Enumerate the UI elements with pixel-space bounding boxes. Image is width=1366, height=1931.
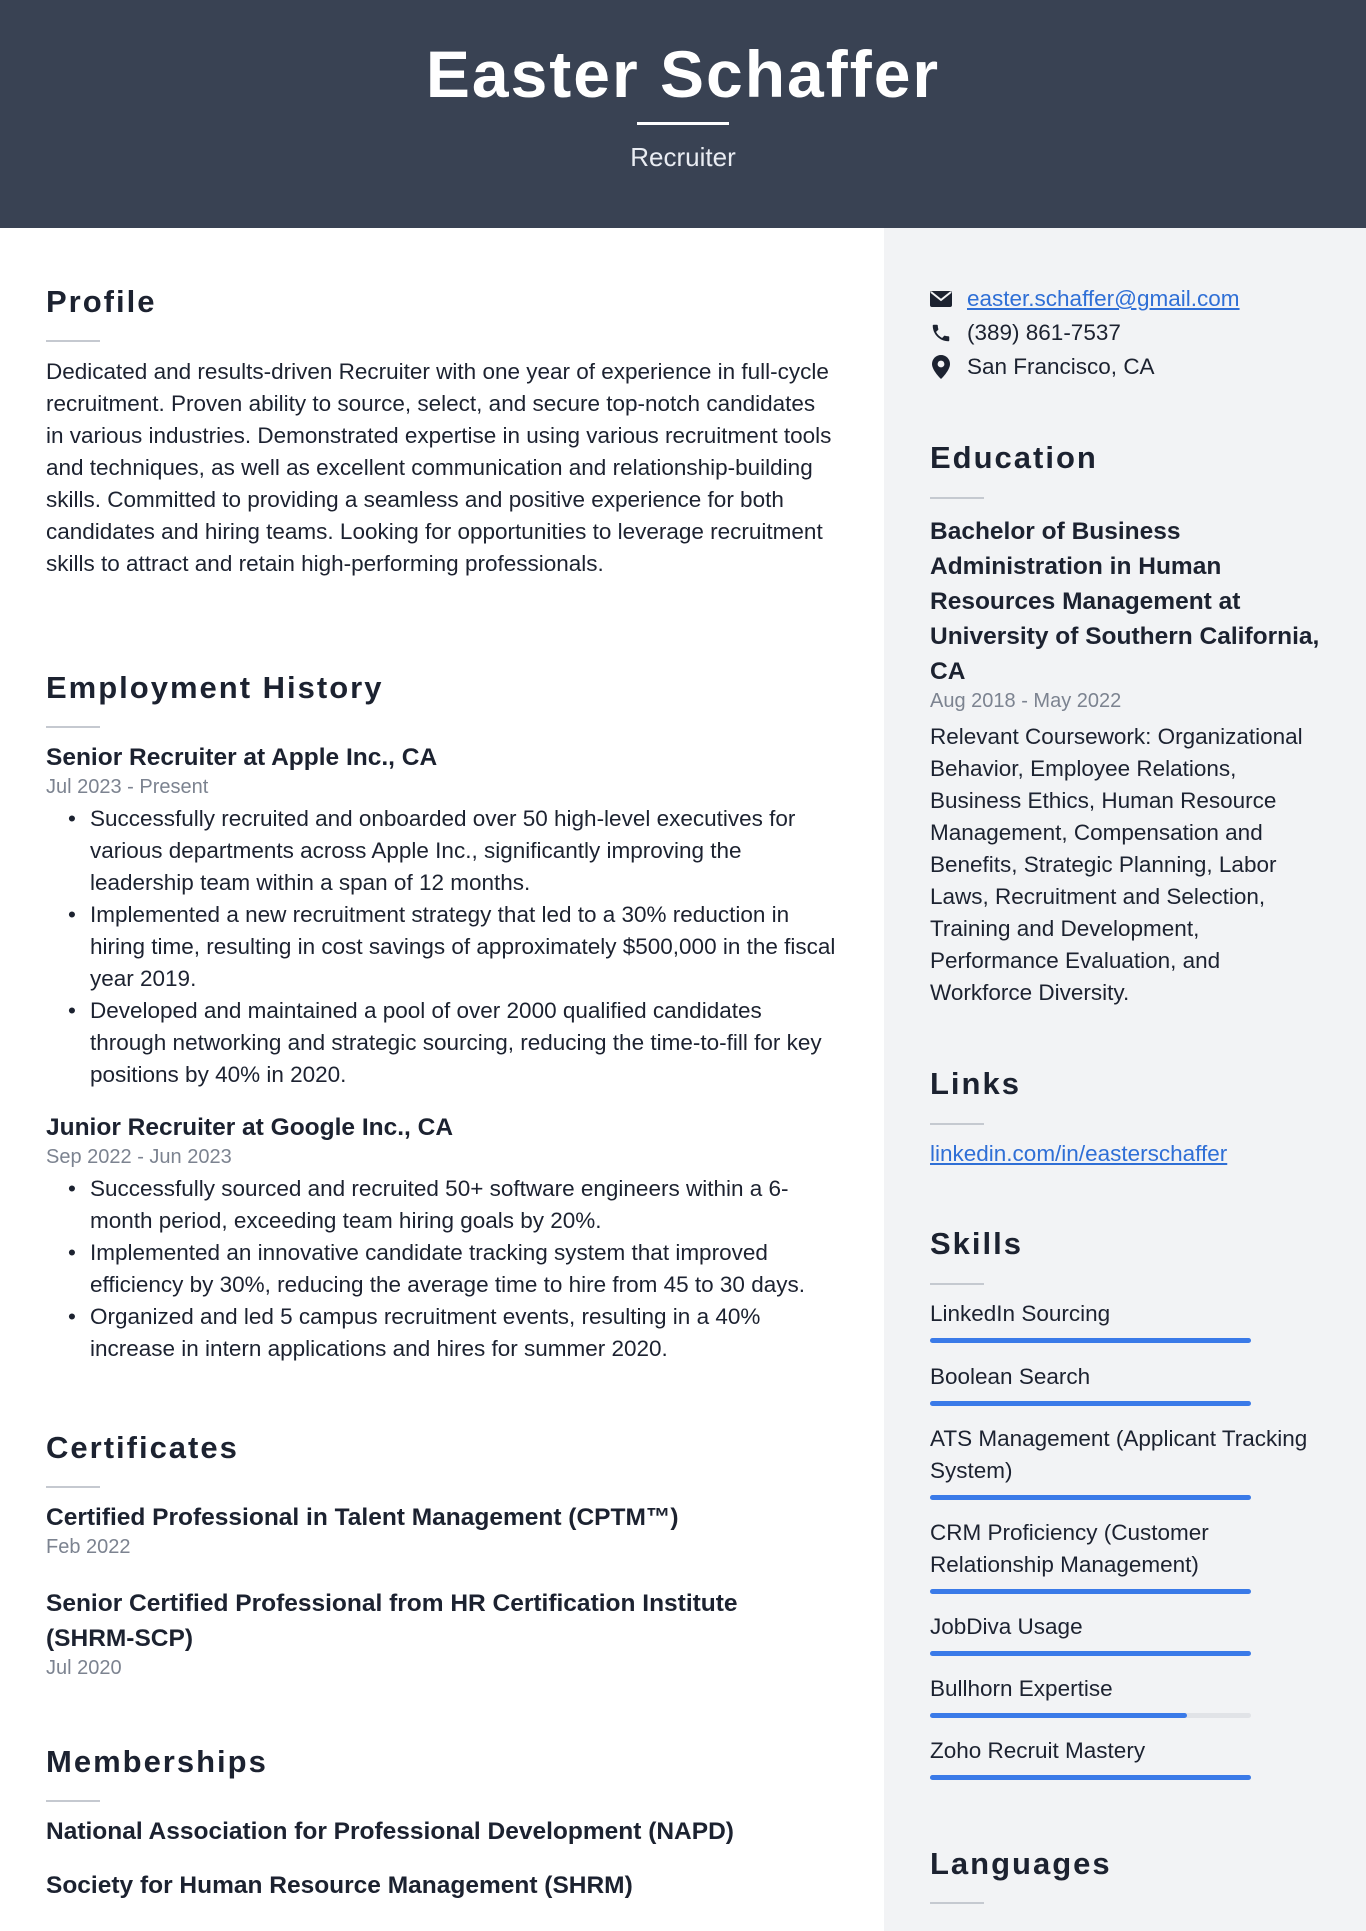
skill-name: CRM Proficiency (Customer Relationship Management) <box>930 1520 1209 1577</box>
section-divider <box>930 1283 984 1285</box>
contact-location-row <box>929 352 1155 382</box>
header-divider <box>637 122 729 125</box>
job-title: Senior Recruiter at Apple Inc., CA <box>46 744 438 771</box>
skill-level-fill <box>930 1651 1251 1656</box>
skill-level-fill <box>930 1495 1251 1500</box>
section-title-profile: Profile <box>46 284 157 319</box>
skill-level-fill <box>930 1589 1251 1594</box>
section-title-education: Education <box>930 440 1098 475</box>
skill-item <box>930 1517 1320 1581</box>
job-bullet: • Implemented a new recruitment strategy that led to a 30% reduction in hiring time, resulting in cost savings of approximately $500,000 in the fiscal year 2019. <box>46 899 836 995</box>
job-bullet: • Implemented an innovative candidate tracking system that improved efficiency by 30%, reducing the average time to hire from 45 to 30 days. <box>46 1237 836 1301</box>
skill-name: JobDiva Usage <box>930 1614 1083 1639</box>
job-bullets <box>46 1173 836 1365</box>
skill-level-bar <box>930 1495 1251 1500</box>
phone-icon <box>929 321 953 345</box>
skill-level-bar <box>930 1775 1251 1780</box>
section-title-languages: Languages <box>930 1846 1112 1881</box>
skill-item <box>930 1423 1320 1487</box>
location-text: San Francisco, CA <box>967 354 1155 379</box>
skill-level-fill <box>930 1775 1251 1780</box>
skill-level-bar <box>930 1589 1251 1594</box>
certificate-name: Certified Professional in Talent Management (CPTM™) <box>46 1504 679 1531</box>
certificate-date: Jul 2020 <box>46 1657 122 1679</box>
certificate-name: Senior Certified Professional from HR Certification Institute (SHRM-SCP) <box>46 1590 738 1652</box>
skill-name: ATS Management (Applicant Tracking System) <box>930 1426 1308 1483</box>
job-date: Jul 2023 - Present <box>46 776 209 798</box>
job-date: Sep 2022 - Jun 2023 <box>46 1146 232 1168</box>
skill-item <box>930 1611 1320 1643</box>
skill-name: LinkedIn Sourcing <box>930 1301 1111 1326</box>
skill-item <box>930 1735 1320 1767</box>
section-divider <box>930 1123 984 1125</box>
job-entry <box>46 744 836 1091</box>
map-pin-icon <box>929 355 953 379</box>
email-link[interactable]: easter.schaffer@gmail.com <box>967 286 1240 311</box>
certificate-date: Feb 2022 <box>46 1536 131 1558</box>
job-bullet: • Organized and led 5 campus recruitment events, resulting in a 40% increase in intern applications and hires for summer 2020. <box>46 1301 836 1365</box>
certificate-item <box>46 1586 766 1680</box>
section-divider <box>930 497 984 499</box>
skill-item <box>930 1298 1320 1330</box>
skill-level-bar <box>930 1651 1251 1656</box>
section-title-certificates: Certificates <box>46 1430 239 1465</box>
education-date: Aug 2018 - May 2022 <box>930 690 1122 712</box>
section-divider <box>46 1800 100 1802</box>
job-bullet: • Developed and maintained a pool of over 2000 qualified candidates through networking and strategic sourcing, reducing the time-to-fill for key positions by 40% in 2020. <box>46 995 836 1091</box>
section-title-skills: Skills <box>930 1226 1023 1261</box>
skill-level-bar <box>930 1401 1251 1406</box>
job-bullet: • Successfully recruited and onboarded over 50 high-level executives for various departments across Apple Inc., significantly improving the leadership team within a span of 12 months. <box>46 803 836 899</box>
section-title-employment: Employment History <box>46 670 384 705</box>
skill-level-fill <box>930 1338 1251 1343</box>
job-bullet: • Successfully sourced and recruited 50+ software engineers within a 6-month period, exceeding team hiring goals by 20%. <box>46 1173 836 1237</box>
job-bullets <box>46 803 836 1091</box>
section-divider <box>46 726 100 728</box>
skill-item <box>930 1361 1320 1393</box>
section-title-memberships: Memberships <box>46 1744 268 1779</box>
section-title-links: Links <box>930 1066 1021 1101</box>
envelope-icon <box>929 287 953 311</box>
section-divider <box>46 1486 100 1488</box>
skill-level-bar <box>930 1338 1251 1343</box>
candidate-name: Easter Schaffer <box>425 37 941 111</box>
skill-name: Zoho Recruit Mastery <box>930 1738 1146 1763</box>
membership-item: National Association for Professional Development (NAPD) <box>46 1818 734 1845</box>
phone-number: (389) 861-7537 <box>967 320 1121 345</box>
skill-name: Boolean Search <box>930 1364 1091 1389</box>
section-divider <box>46 340 100 342</box>
resume-header <box>0 0 1366 228</box>
skill-level-fill <box>930 1401 1251 1406</box>
profile-text: Dedicated and results-driven Recruiter with one year of experience in full-cycle recruitment. Proven ability to source, select, and secure top-notch candidates in various industries. Demonstrated expertise in using various recruitment tools and techniques, as well as excellent communication and relationship-building skills. Committed to providing a seamless and positive experience for both candidates and hiring teams. Looking for opportunities to leverage recruitment skills to attract and retain high-performing professionals. <box>46 359 832 576</box>
skill-item <box>930 1673 1320 1705</box>
skill-name: Bullhorn Expertise <box>930 1676 1113 1701</box>
contact-phone-row <box>929 318 1121 348</box>
certificate-item <box>46 1504 836 1559</box>
membership-item: Society for Human Resource Management (SHRM) <box>46 1872 633 1899</box>
candidate-role: Recruiter <box>630 142 736 172</box>
section-divider <box>930 1902 984 1904</box>
skill-level-fill <box>930 1713 1187 1718</box>
education-details: Relevant Coursework: Organizational Behavior, Employee Relations, Business Ethics, Human Resource Management, Compensation and Benefits, Strategic Planning, Labor Laws, Recruitment and Selection, Training and Development, Performance Evaluation, and Workforce Diversity. <box>930 724 1303 1005</box>
job-title: Junior Recruiter at Google Inc., CA <box>46 1114 454 1141</box>
contact-email-row <box>929 284 1240 314</box>
skill-level-bar <box>930 1713 1251 1718</box>
job-entry <box>46 1114 836 1365</box>
linkedin-link[interactable]: linkedin.com/in/easterschaffer <box>930 1141 1228 1166</box>
education-degree: Bachelor of Business Administration in Human Resources Management at University of Southern California, CA <box>930 518 1320 685</box>
